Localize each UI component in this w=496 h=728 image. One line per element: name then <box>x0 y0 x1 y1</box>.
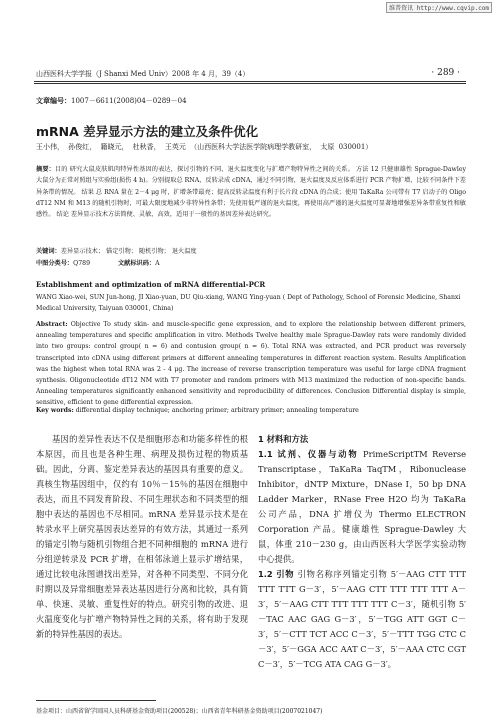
english-abstract <box>36 319 466 409</box>
classification-value: Q789 <box>73 260 91 267</box>
abstract-label: 摘要： <box>36 166 55 173</box>
authors: 王小伟， 孙俊红， 籍晓元， 杜秋香， 王英元 （山西医科大学法医学院病理学教研室， 太原 030001） <box>36 143 373 151</box>
english-keywords-label: Key words: <box>36 407 74 414</box>
body-left-column: 基因的差异性表达不仅是细胞形态和功能多样性的根本原因，而且也是各种生理、病理及损伤过程的物质基础。因此，分离、鉴定差异表达的基因具有重要的意义。真核生物基因组中，仅约有 10％－15％的基因在细胞中表达，而且不同发育阶段、不同生理状态和不同类型的细胞中表达的基因也不尽相同。mRNA 差异显示技术是在转录水平上研究基因表达差异的有效方法，其通过一系列的锚定引物与随机引物组合把不同种细胞的 mRNA 进行分组逆转录及 PCR 扩增，在相邻泳道上显示扩增结果，通过比较电泳图谱找出差异，对各种不同类型、不同分化时期以及异常细胞差异表达基因进行分离和比较，具有简单、快速、灵敏、重复性好的特点。研究引物的改进、退火温度变化与扩增产物特异性之间的关系，将有助于发现新的特异性基因的表达。 <box>36 434 248 639</box>
subsection-2-text: 引物名称序列锚定引物 5′－AAG CTT TTT TTT TTT G－3′，5′－AAG CTT TTT TTT TTT A－3′，5′－AAG CTT TTT TTT TTT C－3′，随机引物 5′－TAC AAC GAG G－3′，5′－TGG ATT GGT C－3′，5′－CTT TCT ACC C－3′，5′－TTT TGG CTC C－3′，5′－GGA ACC AAT C－3′，5′－AAA CTC CGT C－3′，5′－TCG ATA CAG G－3′。 <box>258 569 466 669</box>
abstract-text: 目的 研究大鼠皮肤肌肉特异性基因的表达，探讨引物的不同、退火温度变化与扩增产物特异性之间的关系。 方法 12 只健康雄性 Sprague-Dawley 大鼠分为正常对照组与实验组(损伤 4 h)。分别提取总 RNA，反转录成 cDNA，通过不同引物，退火温度及反应体系进行 PCR 产物扩增，比较不同条件下差异条带的情况。 结果 总 RNA 量在 2－4 μg 时，扩增条带最亮；提高反转录温度有利于长片段 cDNA 的合成；使用 TaKaRa 公司带有 T7 启动子的 Oligo dT12 NM 和 M13 的随机引物时，可最大限度地减少非特异性条带；先使用低严谨的退火温度，再使用高严谨的退火温度可显著地增强差异条带重复性和敏感性。 结论 差异显示技术方法简便、灵敏、高效，适用于一般性的基因差异表达研究。 <box>36 166 466 219</box>
english-keywords-text: differential display technique; anchoring primer; arbitrary primer; annealing temperature <box>75 407 359 414</box>
english-authors: WANG Xiao-wei, SUN Jun-hong, JI Xiao-yuan, DU Qiu-xiang, WANG Ying-yuan ( Dept of Pathology, School of Forensic Medicine, Shanxi Medical University, Taiyuan 030001, China) <box>36 294 461 312</box>
section-heading: 1 材料和方法 <box>258 434 309 444</box>
classification-label: 中图分类号： <box>36 260 74 267</box>
header-rule-thin <box>34 83 466 84</box>
paper-title: mRNA 差异显示方法的建立及条件优化 <box>36 124 259 139</box>
keywords <box>36 246 197 255</box>
subsection-1-heading: 1.1 试剂、仪器与动物 <box>258 449 359 459</box>
english-keywords <box>36 407 359 414</box>
doc-code-label: 文献标识码： <box>117 260 156 267</box>
keywords-label: 关键词： <box>36 248 61 255</box>
header-rule <box>34 81 466 82</box>
article-number-value: 1007－6611(2008)04－0289－04 <box>71 97 187 105</box>
article-number <box>36 96 187 106</box>
english-abstract-text: Objective To study skin- and muscle-specific gene expression, and to explore the relationship between different primers, annealing temperatures and specific amplification in vitro. Methods Twelve healthy male Sprague-Dawley rats were randomly divided into two groups: control group( n = 6) and contusion group( n = 6). Total RNA was extracted, and PCR product was reversely transcripted into cDNA using different primers at different annealing temperatures in different reaction system. Results Amplification was the highest when total RNA was 2 - 4 μg. The increase of reverse transcription temperature was useful for large cDNA fragment synthesis. Oligonucleotide dT12 NM with T7 promoter and random primers with M13 maximized the reduction of non-specific bands. Annealing temperatures significantly enhanced sensitivity and reproducibility of differences. Conclusion Differential display is simple, sensitive, efficient to gene differential expression. <box>36 321 466 407</box>
english-title: Establishment and optimization of mRNA differential-PCR <box>36 280 266 289</box>
body-right-column <box>258 432 466 672</box>
watermark: 维普资讯 http://www.cqvip.com <box>386 2 492 13</box>
subsection-1 <box>258 447 466 567</box>
running-header: 山西医科大学学报（J Shanxi Med Univ）2008 年 4 月，39（4） <box>36 70 250 78</box>
page-number: · 289 · <box>431 68 460 78</box>
funding-footnote: 基金项目：山西省留学回国人员科研基金资助项目(200528)；山西省青年科研基金资助项目(2007021047) <box>36 708 323 715</box>
keywords-text: 差异显示技术； 锚定引物； 随机引物； 退火温度 <box>60 248 197 255</box>
doc-code-value: A <box>155 260 160 267</box>
classification <box>36 258 160 267</box>
english-abstract-label: Abstract: <box>36 321 68 328</box>
subsection-1-text: PrimeScriptTM Reverse Transcriptase，TaKaRa TaqTM，Ribonuclease Inhibitor，dNTP Mixture，DNase Ⅰ，50 bp DNA Ladder Marker，RNase Free H2O 均为 TaKaRa 公司产品，DNA 扩增仪为 Thermo ELECTRON Corporation 产品。健康雄性 Sprague-Dawley 大鼠，体重 210－230 g，由山西医科大学医学实验动物中心提供。 <box>258 449 466 564</box>
footnote-rule <box>36 700 156 701</box>
chinese-abstract <box>36 164 466 220</box>
subsection-2 <box>258 567 466 672</box>
article-number-label: 文章编号： <box>36 97 71 105</box>
subsection-2-heading: 1.2 引物 <box>258 569 295 579</box>
